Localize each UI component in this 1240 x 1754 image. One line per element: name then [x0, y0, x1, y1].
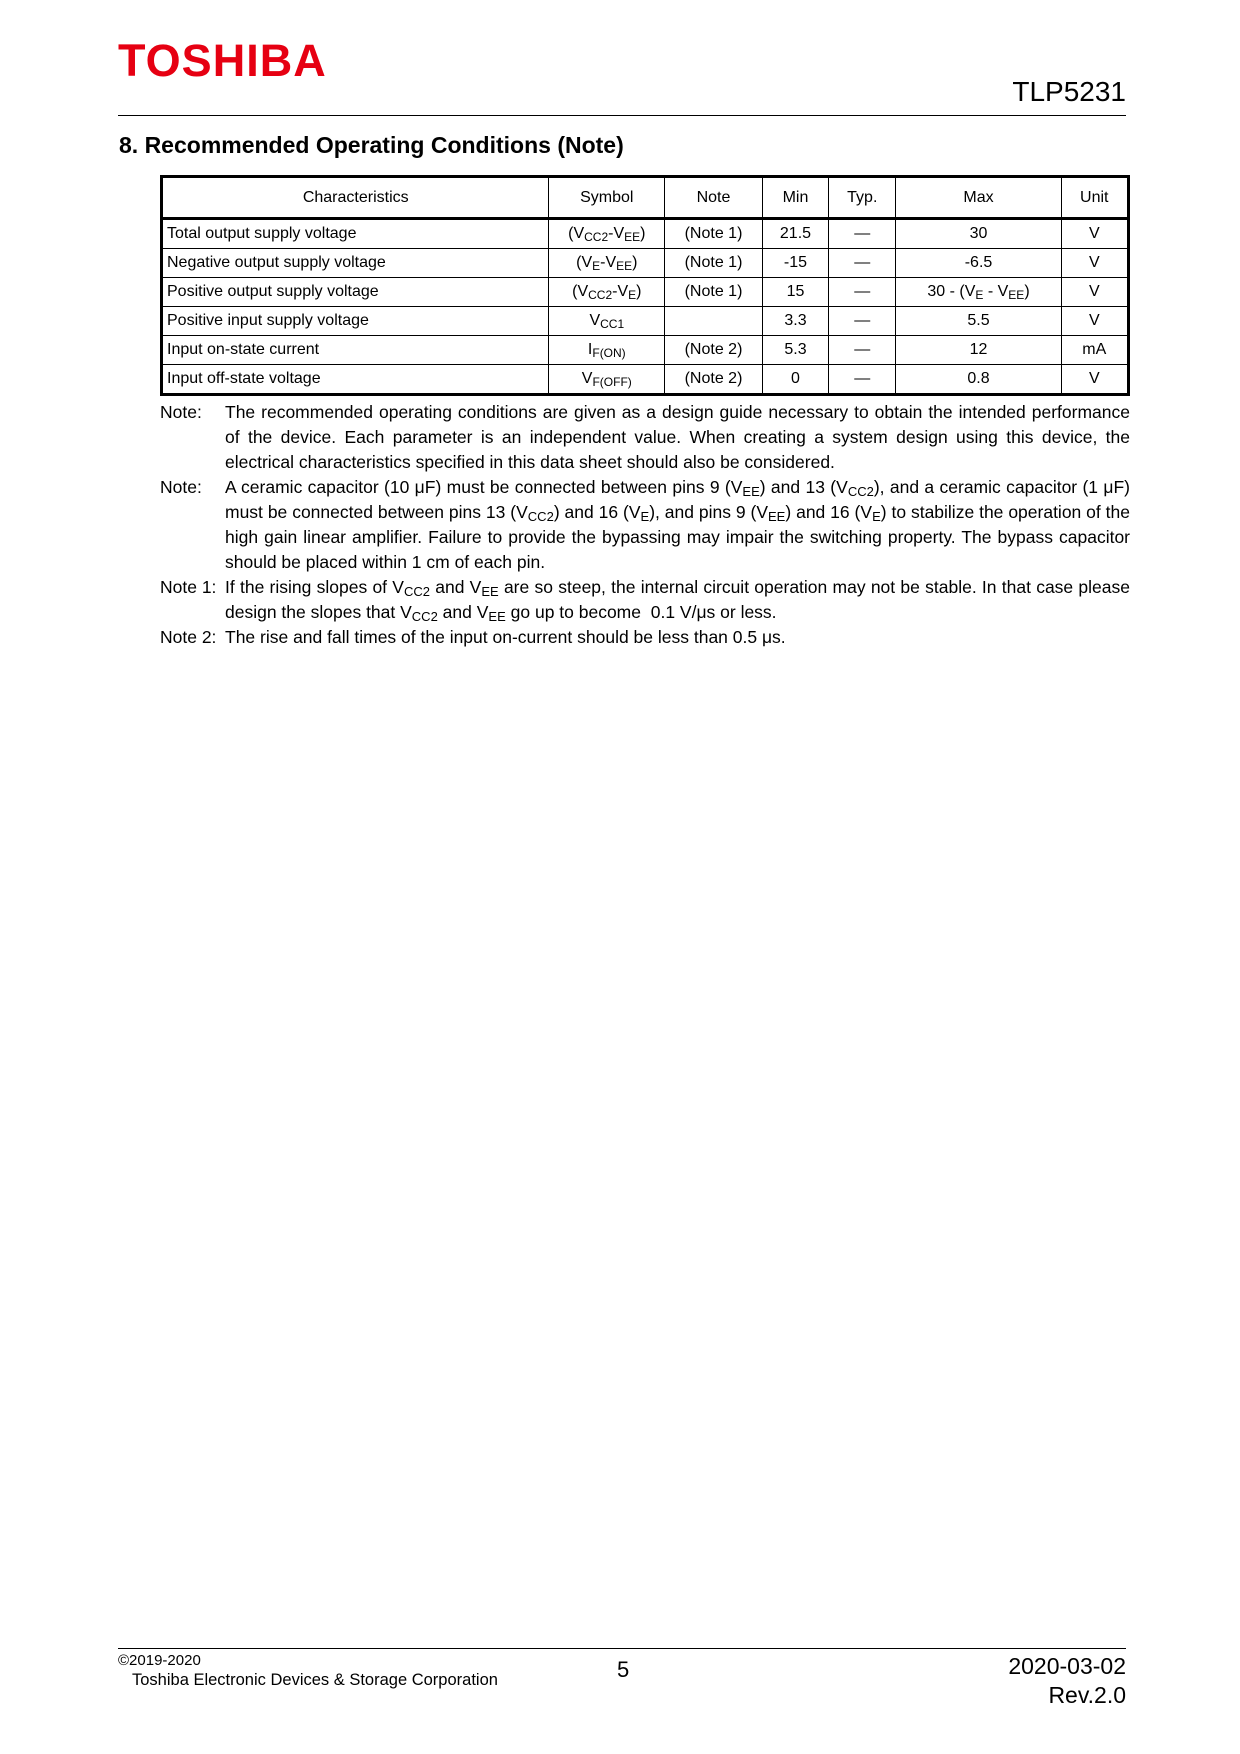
- col-header-characteristics: Characteristics: [162, 177, 549, 219]
- row-max: 5.5: [896, 307, 1061, 336]
- toshiba-logo: TOSHIBA: [118, 35, 327, 86]
- row-characteristic: Negative output supply voltage: [162, 249, 549, 278]
- row-typ: —: [829, 365, 896, 395]
- row-max: 30: [896, 219, 1061, 249]
- part-number: TLP5231: [1012, 76, 1126, 107]
- footer-divider: [118, 1648, 1126, 1649]
- col-header-min: Min: [762, 177, 828, 219]
- page-number: 5: [617, 1657, 630, 1682]
- row-min: -15: [762, 249, 828, 278]
- note-text: If the rising slopes of $V_{CC2}$ and $V_{EE}$ are so steep, the internal circuit operation may not be stable. In that case please design the slopes that $V_{CC2}$ and $V_{EE}$ go up to become 0.1 V/μs or less.: [225, 577, 1130, 624]
- table-row: [162, 219, 1129, 249]
- row-min: 5.3: [762, 336, 828, 365]
- row-max: 12: [896, 336, 1061, 365]
- note-2: [160, 625, 1130, 650]
- row-max: -6.5: [896, 249, 1061, 278]
- table-row: [162, 336, 1129, 365]
- row-note: (Note 1): [665, 219, 763, 249]
- row-symbol: $I_{F(ON)}$: [549, 336, 665, 365]
- note-text: The recommended operating conditions are given as a design guide necessary to obtain the intended performance of the device. Each parameter is an independent value. When creating a system design using this device, the electrical characteristics specified in this data sheet should also be considered.: [225, 402, 1130, 472]
- row-note: (Note 2): [665, 336, 763, 365]
- row-typ: —: [829, 336, 896, 365]
- operating-conditions-table: [160, 175, 1130, 396]
- row-min: 3.3: [762, 307, 828, 336]
- revision-number: Rev.2.0: [1048, 1682, 1126, 1708]
- table-row: [162, 249, 1129, 278]
- row-min: 21.5: [762, 219, 828, 249]
- note-capacitor: [160, 475, 1130, 575]
- revision-date: 2020-03-02: [1008, 1653, 1126, 1679]
- row-min: 0: [762, 365, 828, 395]
- row-symbol: $V_{CC1}$: [549, 307, 665, 336]
- row-max: $30 - (V_E - V_{EE})$: [896, 278, 1061, 307]
- col-header-max: Max: [896, 177, 1061, 219]
- row-note: [665, 307, 763, 336]
- row-symbol: $V_{F(OFF)}$: [549, 365, 665, 395]
- row-max: 0.8: [896, 365, 1061, 395]
- row-typ: —: [829, 249, 896, 278]
- revision-info: [1008, 1652, 1126, 1710]
- row-unit: V: [1061, 307, 1128, 336]
- row-unit: mA: [1061, 336, 1128, 365]
- note-1: [160, 575, 1130, 625]
- note-label: Note:: [160, 402, 202, 422]
- col-header-unit: Unit: [1061, 177, 1128, 219]
- copyright: ©2019-2020: [118, 1652, 201, 1669]
- note-general: [160, 400, 1130, 475]
- table-row: [162, 278, 1129, 307]
- note-label: Note 2:: [160, 627, 217, 647]
- row-symbol: $(V_{CC2}-V_{EE})$: [549, 219, 665, 249]
- row-typ: —: [829, 219, 896, 249]
- note-label: Note 1:: [160, 577, 217, 597]
- table-row: [162, 307, 1129, 336]
- row-min: 15: [762, 278, 828, 307]
- row-typ: —: [829, 307, 896, 336]
- row-symbol: $(V_E-V_{EE})$: [549, 249, 665, 278]
- row-typ: —: [829, 278, 896, 307]
- row-characteristic: Positive input supply voltage: [162, 307, 549, 336]
- row-note: (Note 1): [665, 278, 763, 307]
- note-text: A ceramic capacitor (10 μF) must be connected between pins 9 $(V_{EE})$ and 13 $(V_{CC2})$, and a ceramic capacitor (1 μF) must be connected between pins 13 $(V_{CC2})$ and 16 $(V_E)$, and pins 9 $(V_{EE})$ and 16 $(V_E)$ to stabilize the operation of the high gain linear amplifier. Failure to provide the bypassing may impair the switching property. The bypass capacitor should be placed within 1 cm of each pin.: [225, 477, 1131, 572]
- row-unit: V: [1061, 219, 1128, 249]
- table-row: [162, 365, 1129, 395]
- note-label: Note:: [160, 477, 202, 497]
- col-header-symbol: Symbol: [549, 177, 665, 219]
- row-unit: V: [1061, 249, 1128, 278]
- row-note: (Note 1): [665, 249, 763, 278]
- row-characteristic: Positive output supply voltage: [162, 278, 549, 307]
- row-characteristic: Input on-state current: [162, 336, 549, 365]
- notes-block: [160, 400, 1130, 650]
- section-title: 8. Recommended Operating Conditions (Note): [119, 132, 624, 158]
- row-characteristic: Input off-state voltage: [162, 365, 549, 395]
- col-header-note: Note: [665, 177, 763, 219]
- row-symbol: $(V_{CC2}-V_E)$: [549, 278, 665, 307]
- note-text: The rise and fall times of the input on-current should be less than 0.5 μs.: [225, 627, 786, 647]
- header-divider: [118, 115, 1126, 116]
- corporation-name: Toshiba Electronic Devices & Storage Corporation: [132, 1671, 498, 1689]
- col-header-typ: Typ.: [829, 177, 896, 219]
- row-note: (Note 2): [665, 365, 763, 395]
- row-characteristic: Total output supply voltage: [162, 219, 549, 249]
- table-header-row: [162, 177, 1129, 219]
- row-unit: V: [1061, 365, 1128, 395]
- row-unit: V: [1061, 278, 1128, 307]
